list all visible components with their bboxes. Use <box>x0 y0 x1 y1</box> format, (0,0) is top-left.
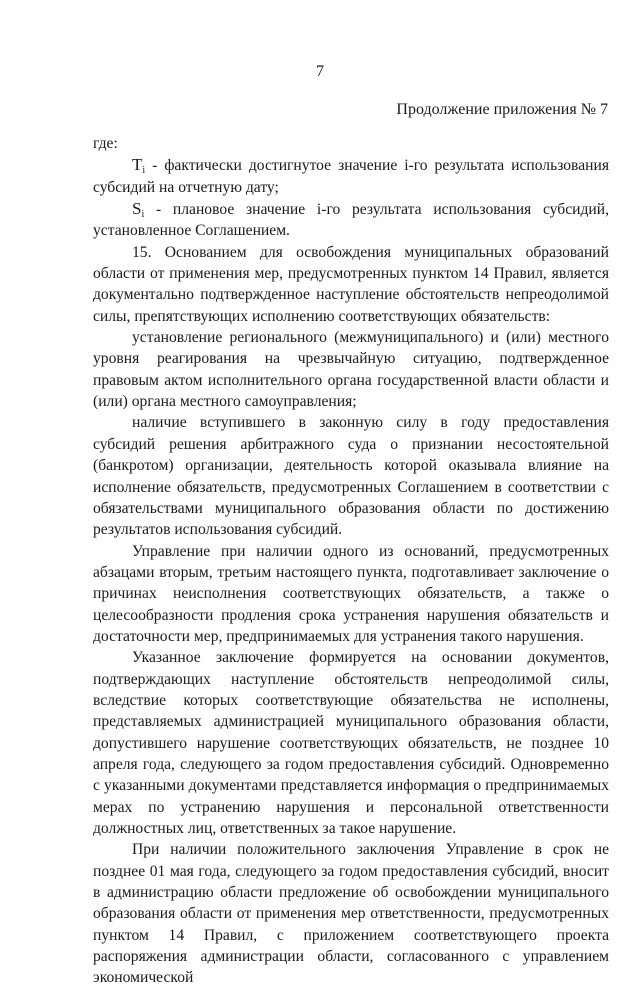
paragraph-positive-conclusion: При наличии положительного заключения Управление в срок не позднее 01 мая года, следующего за годом предоставления субсидий, вносит в администрацию области предложение об освобождении муниципального образования области от применения мер ответственности, предусмотренных пунктом 14 Правил, с приложением соответствующего проекта распоряжения администрации области, согласованного с управлением экономической <box>93 841 609 987</box>
definition-t-text: - фактически достигнутое значение i-го результата использования субсидий на отчетную дату; <box>93 157 609 196</box>
paragraph-15: 15. Основанием для освобождения муниципальных образований области от применения мер, предусмотренных пунктом 14 Правил, является документально подтвержденное наступление обстоятельств непреодолимой силы, препятствующих исполнению соответствующих обязательств: <box>93 243 609 325</box>
paragraph-management-conclusion: Управление при наличии одного из оснований, предусмотренных абзацами вторым, третьим настоящего пункта, подготавливает заключение о причинах неисполнения соответствующих обязательств, а также о целесообразности продления срока устранения нарушения обязательств и достаточности мер, предпринимаемых для устранения такого нарушения. <box>93 542 609 645</box>
symbol-t-letter: T <box>132 155 143 175</box>
paragraph-conclusion-formation: Указанное заключение формируется на основании документов, подтверждающих наступление обстоятельств непреодолимой силы, вследствие которых соответствующие обязательства не исполнены, представляемых администрацией муниципального образования области, допустившего нарушение соответствующих обязательств, не позднее 10 апреля года, следующего за годом предоставления субсидий. Одновременно с указанными документами представляется информация о предпринимаемых мерах по устранению нарушения и персональной ответственности должностных лиц, ответственных за такое нарушение. <box>93 649 609 837</box>
page-number: 7 <box>316 63 324 80</box>
definition-s <box>93 198 609 242</box>
symbol-t <box>132 155 146 177</box>
definition-t <box>93 154 609 198</box>
appendix-continuation-header: Продолжение приложения № 7 <box>396 101 608 118</box>
where-label: где: <box>93 135 118 152</box>
symbol-s <box>132 199 145 221</box>
symbol-s-letter: S <box>132 199 142 219</box>
symbol-t-subscript: i <box>142 165 146 177</box>
paragraph-arbitration: наличие вступившего в законную силу в году предоставления субсидий решения арбитражного суда о признании несостоятельной (банкротом) организации, деятельность которой оказывала влияние на исполнение обязательств, предусмотренных Соглашением в соответствии с обязательствами муниципального образования области по достижению результатов использования субсидий. <box>93 414 609 539</box>
definition-s-text: - плановое значение i-го результата использования субсидий, установленное Соглашением. <box>93 201 609 240</box>
document-body <box>93 133 609 989</box>
symbol-s-subscript: i <box>141 209 145 221</box>
paragraph-regional-response: установление регионального (межмуниципального) и (или) местного уровня реагирования на чрезвычайную ситуацию, подтвержденное правовым актом исполнительного органа государственной власти области и (или) органа местного самоуправления; <box>93 329 609 411</box>
